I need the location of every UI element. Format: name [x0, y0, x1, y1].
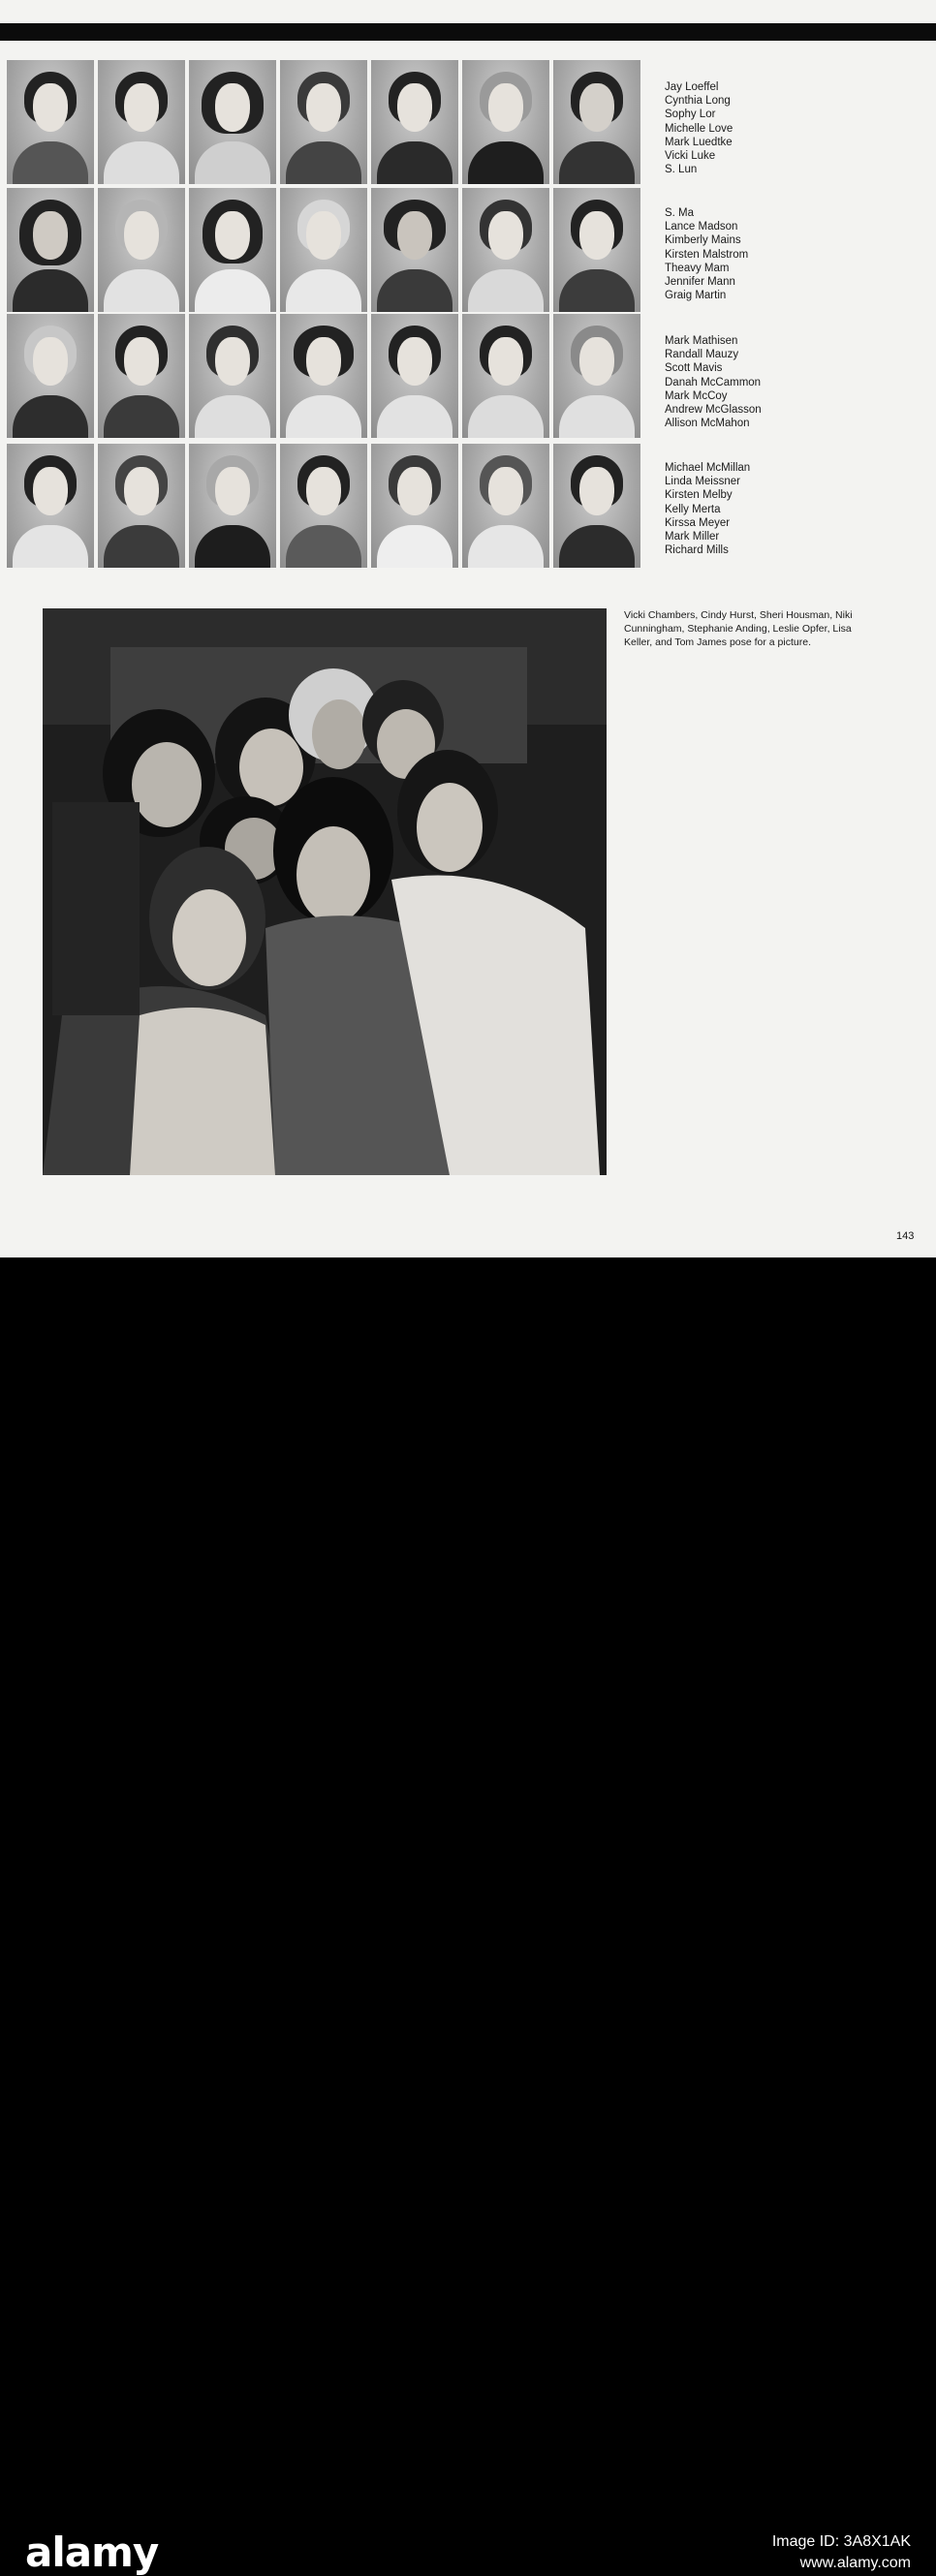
student-name: Graig Martin: [665, 290, 727, 302]
student-name: Andrew McGlasson: [665, 404, 762, 417]
portrait: [189, 444, 276, 568]
student-name: Jennifer Mann: [665, 276, 735, 289]
portrait: [280, 60, 367, 184]
portrait: [280, 314, 367, 438]
portrait: [371, 188, 458, 312]
student-name: Kirsten Malstrom: [665, 248, 749, 261]
group-photo: [43, 608, 607, 1175]
student-name: Kelly Merta: [665, 503, 721, 515]
student-name: Lance Madson: [665, 221, 738, 233]
portrait: [280, 444, 367, 568]
student-name: Kirsten Melby: [665, 489, 733, 502]
portrait: [371, 314, 458, 438]
portrait: [7, 314, 94, 438]
student-name: Richard Mills: [665, 544, 729, 557]
image-id-block: [772, 2531, 911, 2574]
student-name: Kirssa Meyer: [665, 516, 731, 529]
portrait: [189, 188, 276, 312]
portrait: [553, 188, 640, 312]
portrait: [280, 188, 367, 312]
student-name: Theavy Mam: [665, 262, 730, 274]
names-list-row-2: [665, 206, 839, 302]
student-name: Michelle Love: [665, 122, 733, 135]
student-name: Mark Luedtke: [665, 136, 733, 148]
photo-caption: Vicki Chambers, Cindy Hurst, Sheri Housman, Niki Cunningham, Stephanie Anding, Leslie Opfer, Lisa Keller, and Tom James pose for a picture.: [624, 609, 853, 648]
student-name: Sophy Lor: [665, 109, 716, 121]
portrait: [462, 444, 549, 568]
yearbook-page: [0, 0, 936, 1257]
image-id-text: Image ID: 3A8X1AK: [771, 2533, 911, 2550]
portrait: [98, 60, 185, 184]
site-url: www.alamy.com: [799, 2555, 911, 2571]
portrait-row-2: [7, 188, 646, 314]
page-number: 143: [896, 1230, 915, 1242]
portrait: [553, 444, 640, 568]
group-photo-illustration: [43, 608, 607, 1175]
portrait: [462, 60, 549, 184]
alamy-logo: alamy: [25, 2529, 159, 2576]
portrait: [553, 60, 640, 184]
student-name: Allison McMahon: [665, 418, 750, 430]
portrait: [98, 444, 185, 568]
portrait: [7, 60, 94, 184]
portrait-row-3: [7, 314, 646, 440]
student-name: Randall Mauzy: [665, 349, 739, 361]
portrait-row-1: [7, 60, 646, 186]
student-name: S. Ma: [665, 207, 695, 219]
portrait-row-4: [7, 444, 646, 570]
portrait: [189, 60, 276, 184]
student-name: Michael McMillan: [665, 462, 751, 474]
names-list-row-1: [665, 80, 839, 176]
student-name: Mark McCoy: [665, 389, 728, 402]
student-name: Cynthia Long: [665, 95, 731, 108]
student-name: Mark Miller: [665, 531, 720, 543]
portrait: [189, 314, 276, 438]
portrait: [553, 314, 640, 438]
portrait: [371, 444, 458, 568]
student-name: Scott Mavis: [665, 362, 723, 375]
names-list-row-3: [665, 334, 839, 430]
student-name: S. Lun: [665, 164, 698, 176]
header-bar: [0, 23, 936, 41]
student-name: Jay Loeffel: [665, 81, 719, 93]
student-name: Mark Mathisen: [665, 335, 738, 347]
portrait: [7, 444, 94, 568]
portrait: [371, 60, 458, 184]
watermark-bar: [0, 1257, 936, 2576]
student-name: Linda Meissner: [665, 476, 740, 488]
portrait: [462, 314, 549, 438]
student-name: Vicki Luke: [665, 150, 716, 163]
portrait: [98, 188, 185, 312]
portrait: [7, 188, 94, 312]
student-name: Kimberly Mains: [665, 234, 741, 247]
names-list-row-4: [665, 461, 839, 557]
portrait: [462, 188, 549, 312]
portrait: [98, 314, 185, 438]
student-name: Danah McCammon: [665, 376, 762, 388]
